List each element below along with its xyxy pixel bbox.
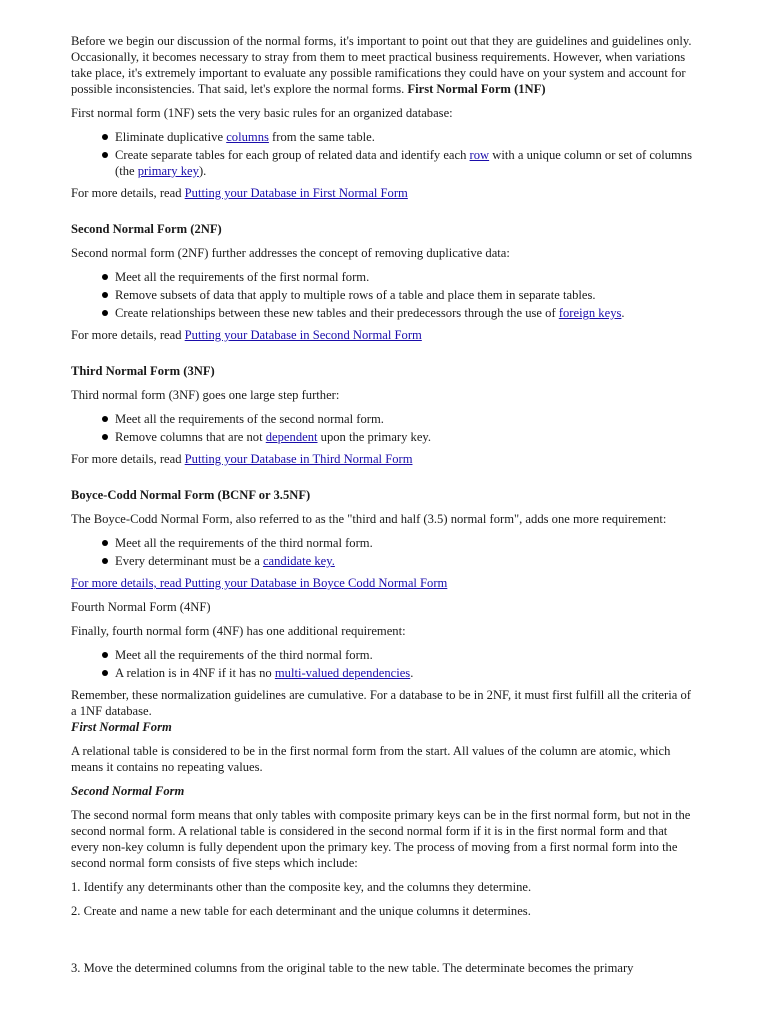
list-item: Create relationships between these new tables and their predecessors through the use of foreign keys. [115, 305, 697, 321]
list-item: Remove columns that are not dependent upon the primary key. [115, 429, 697, 445]
nf2-list [71, 269, 697, 321]
second-normal-form-text: The second normal form means that only tables with composite primary keys can be in the first normal form, but not in the second normal form. A relational table is considered in the second normal form if it is in the first normal form and that every non-key column is fully dependent upon the primary key. The process of moving from a first normal form into the second normal form consists of five steps which include: [71, 808, 691, 870]
nf4-list [71, 647, 697, 681]
list-item: Remove subsets of data that apply to multiple rows of a table and place them in separate tables. [115, 287, 697, 303]
list-item: Create separate tables for each group of related data and identify each row with a unique column or set of columns (the primary key). [115, 147, 697, 179]
nf3-more-details: For more details, read Putting your Database in Third Normal Form [71, 452, 413, 466]
cumulative-note: Remember, these normalization guidelines are cumulative. For a database to be in 2NF, it must first fulfill all the criteria of a 1NF database. [71, 688, 691, 718]
nf3-description: Third normal form (3NF) goes one large step further: [71, 388, 340, 402]
heading-2nf: Second Normal Form (2NF) [71, 222, 222, 236]
boyce-codd-normal-form-link[interactable]: For more details, read Putting your Database in Boyce Codd Normal Form [71, 576, 448, 590]
bcnf-more-details [71, 575, 697, 591]
list-item: Every determinant must be a candidate key. [115, 553, 697, 569]
nf1-list [71, 129, 697, 179]
columns-link[interactable]: columns [226, 130, 269, 144]
first-normal-form-link[interactable]: Putting your Database in First Normal Form [184, 186, 408, 200]
list-item: A relation is in 4NF if it has no multi-valued dependencies. [115, 665, 697, 681]
step-2: 2. Create and name a new table for each determinant and the unique columns it determines. [71, 904, 531, 918]
dependent-link[interactable]: dependent [265, 430, 318, 444]
list-item: Meet all the requirements of the third normal form. [115, 647, 697, 663]
primary-key-link[interactable]: primary key [137, 164, 199, 178]
list-item: Eliminate duplicative columns from the same table. [115, 129, 697, 145]
intro-paragraph [71, 33, 697, 97]
step-3: 3. Move the determined columns from the original table to the new table. The determinate becomes the primary [71, 961, 634, 975]
list-item: Meet all the requirements of the first normal form. [115, 269, 697, 285]
document-page [71, 33, 697, 984]
heading-first-normal-form: First Normal Form [71, 720, 172, 734]
heading-bcnf: Boyce-Codd Normal Form (BCNF or 3.5NF) [71, 488, 311, 502]
foreign-keys-link[interactable]: foreign keys [558, 306, 622, 320]
intro-text: Before we begin our discussion of the normal forms, it's important to point out that they are guidelines and guidelines only. Occasionally, it becomes necessary to stray from them to meet practical business requirements. However, when variations take place, it's extremely important to evaluate any possible ramifications they could have on your system and account for possible inconsistencies. That said, let's explore the normal forms. [71, 34, 692, 96]
candidate-key-link[interactable]: candidate key. [262, 554, 335, 568]
nf1-description: First normal form (1NF) sets the very basic rules for an organized database: [71, 106, 453, 120]
row-link[interactable]: row [469, 148, 490, 162]
third-normal-form-link[interactable]: Putting your Database in Third Normal Form [184, 452, 413, 466]
bcnf-description: The Boyce-Codd Normal Form, also referred to as the "third and half (3.5) normal form", adds one more requirement: [71, 512, 667, 526]
nf1-more-details: For more details, read Putting your Database in First Normal Form [71, 186, 408, 200]
heading-1nf: First Normal Form (1NF) [407, 82, 546, 96]
nf2-description: Second normal form (2NF) further addresses the concept of removing duplicative data: [71, 246, 510, 260]
multi-valued-dependencies-link[interactable]: multi-valued dependencies [274, 666, 411, 680]
list-item: Meet all the requirements of the third normal form. [115, 535, 697, 551]
step-1: 1. Identify any determinants other than the composite key, and the columns they determine. [71, 880, 532, 894]
nf3-list [71, 411, 697, 445]
heading-3nf: Third Normal Form (3NF) [71, 364, 215, 378]
nf2-more-details: For more details, read Putting your Database in Second Normal Form [71, 328, 422, 342]
heading-4nf: Fourth Normal Form (4NF) [71, 600, 211, 614]
second-normal-form-link[interactable]: Putting your Database in Second Normal Form [184, 328, 422, 342]
bcnf-list [71, 535, 697, 569]
list-item: Meet all the requirements of the second normal form. [115, 411, 697, 427]
nf4-description: Finally, fourth normal form (4NF) has one additional requirement: [71, 624, 406, 638]
heading-second-normal-form: Second Normal Form [71, 784, 185, 798]
first-normal-form-text: A relational table is considered to be in the first normal form from the start. All values of the column are atomic, which means it contains no repeating values. [71, 744, 671, 774]
